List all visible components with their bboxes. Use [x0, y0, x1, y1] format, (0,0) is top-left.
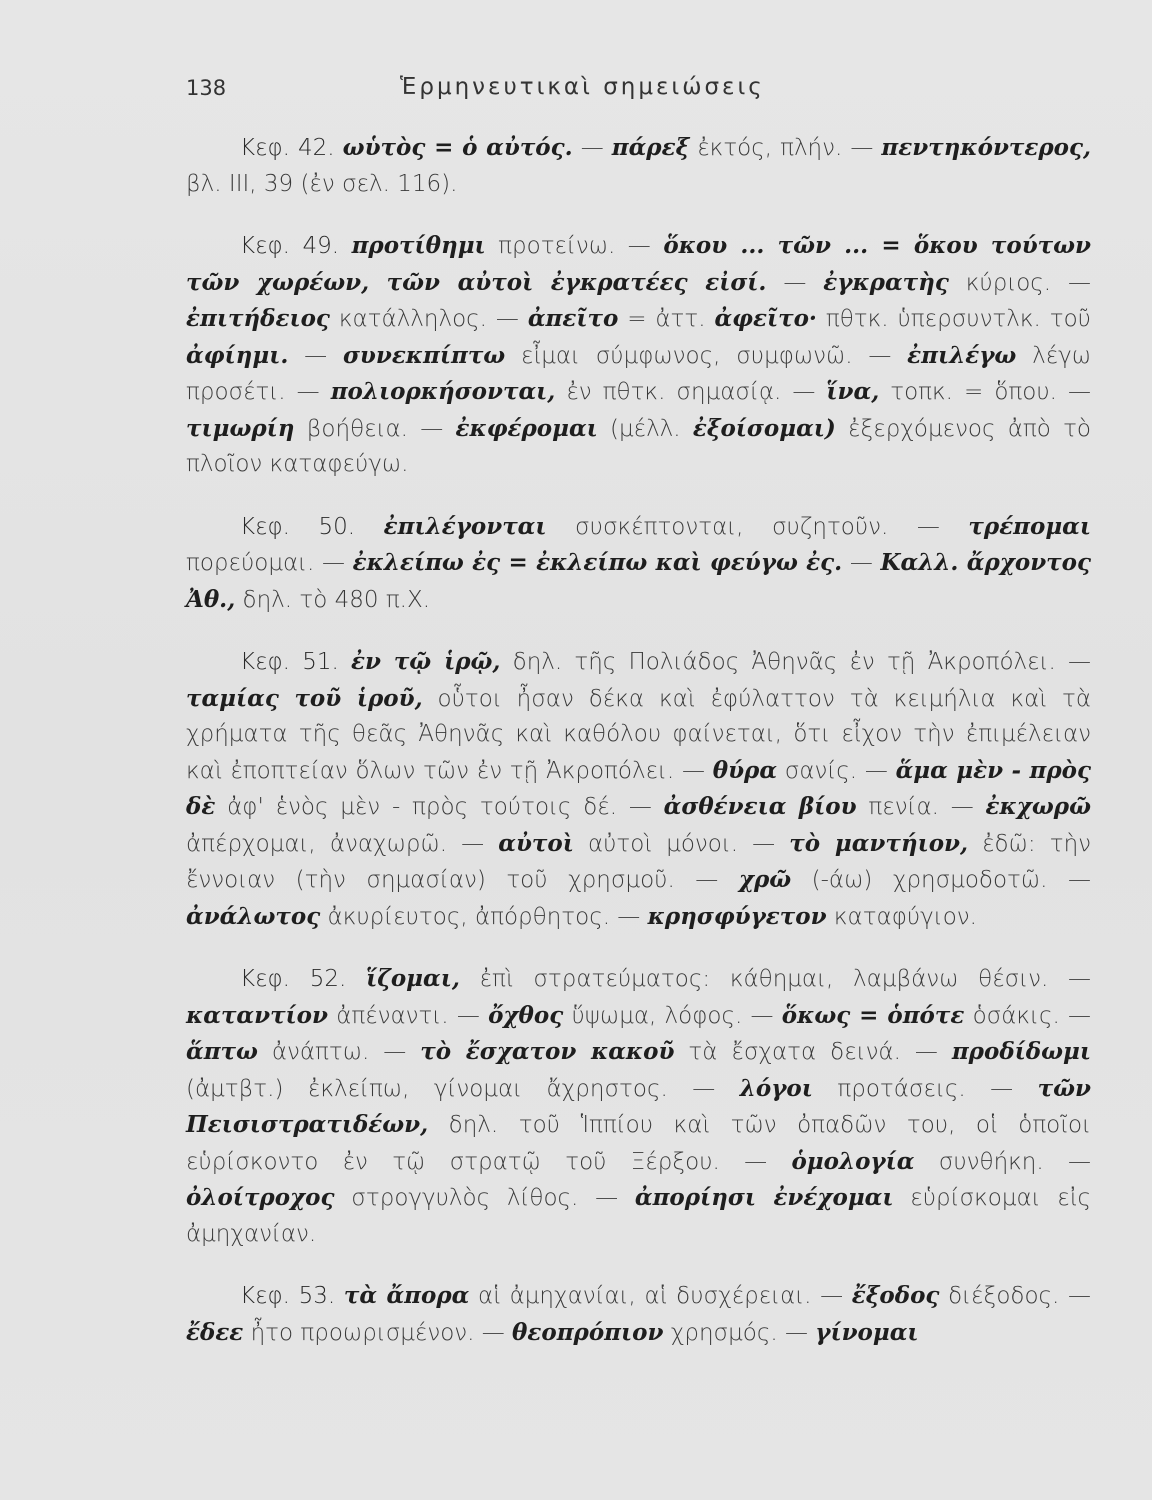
headword: ὄχθος: [488, 1001, 564, 1029]
gloss-text: κατάλληλος. —: [329, 306, 528, 332]
note-entry: [186, 1278, 1091, 1351]
gloss-text: λέγω προσέτι. —: [186, 342, 1092, 405]
headword: ὁμολογία: [791, 1147, 915, 1175]
gloss-text: —: [842, 550, 881, 576]
gloss-text: —: [572, 135, 612, 161]
headword: ἐξοίσομαι): [692, 414, 836, 442]
headword: πεντηκόντερος,: [881, 134, 1092, 161]
note-entry: [186, 509, 1091, 619]
headword: Καλλ. ἄρχοντος Ἀθ.,: [186, 549, 1091, 613]
gloss-text: —: [766, 269, 824, 296]
gloss-text: βοήθεια. —: [294, 415, 456, 442]
running-title: Ἑρμηνευτικαὶ σημειώσεις: [400, 74, 765, 100]
gloss-text: (ἀμτβτ.) ἐκλείπω, γίνομαι ἄχρηστος. —: [186, 1075, 740, 1102]
gloss-text: = ἀττ.: [618, 306, 715, 332]
headword: ἐγκρατὴς: [823, 268, 949, 296]
gloss-text: (-άω) χρησμοδοτῶ. —: [791, 867, 1091, 893]
gloss-text: πορεύομαι. —: [186, 550, 353, 576]
page-header: [186, 72, 986, 112]
gloss-text: συνθήκη. —: [914, 1148, 1091, 1175]
headword: προτίθημι: [351, 232, 486, 259]
headword: ἀπορίησι ἐνέχομαι: [634, 1184, 894, 1211]
headword: ἀπεῖτο: [527, 305, 619, 332]
headword: κρησφύγετον: [647, 902, 827, 930]
gloss-text: δηλ. τοῦ Ἱππίου καὶ τῶν ὀπαδῶν του, οἱ ὁποῖοι εὑρίσκοντο ἐν τῷ στρατῷ τοῦ Ξέρξου. —: [186, 1112, 1091, 1175]
gloss-text: βλ. III, 39 (ἐν σελ. 116).: [186, 170, 458, 197]
gloss-text: ὁσάκις. —: [964, 1002, 1091, 1029]
headword: πολιορκήσονται,: [330, 378, 556, 405]
chapter-label: Κεφ. 49.: [240, 233, 340, 259]
headword: ἀφίημι.: [186, 341, 289, 369]
headword: αὐτοὶ: [498, 829, 574, 857]
gloss-text: ἀνάπτω. —: [257, 1039, 421, 1065]
gloss-text: ὕψωμα, λόφος. —: [563, 1002, 782, 1029]
note-entry: [186, 228, 1091, 483]
gloss-text: (μέλλ.: [597, 415, 693, 442]
gloss-text: δηλ. τῆς Πολιάδος Ἀθηνᾶς ἐν τῇ Ἀκροπόλει. —: [500, 649, 1092, 675]
gloss-text: ἐκτός, πλήν. —: [689, 135, 882, 161]
gloss-text: πενία. —: [856, 794, 986, 820]
headword: ἀφεῖτο·: [714, 305, 817, 332]
gloss-text: ἦτο προωρισμένον. —: [243, 1319, 513, 1346]
headword: προδίδωμι: [951, 1038, 1091, 1065]
gloss-text: ἀκυρίευτος, ἀπόρθητος. —: [320, 903, 648, 930]
gloss-text: σανίς. —: [777, 757, 896, 784]
headword: ὅκου ... τῶν ... = ὅκου τούτων τῶν χωρέων, τῶν αὐτοὶ ἐγκρατέες εἰσί.: [186, 232, 1091, 296]
gloss-text: ἐδῶ: τὴν ἔννοιαν (τὴν σημασίαν) τοῦ χρησμοῦ. —: [186, 830, 1091, 893]
headword: τῶν Πεισιστρατιδέων,: [186, 1074, 1092, 1138]
gloss-text: τοπκ. = ὅπου. —: [879, 379, 1091, 405]
gloss-text: κύριος. —: [948, 269, 1091, 296]
chapter-label: Κεφ. 52.: [240, 966, 347, 992]
headword: ἐκφέρομαι: [455, 414, 598, 442]
chapter-label: Κεφ. 50.: [240, 513, 356, 540]
gloss-text: ἐξερχόμενος ἀπὸ τὸ πλοῖον καταφεύγω.: [186, 415, 1091, 477]
gloss-text: δηλ. τὸ 480 π.Χ.: [235, 586, 431, 613]
headword: γίνομαι: [815, 1318, 919, 1346]
gloss-text: χρησμός. —: [663, 1319, 816, 1346]
chapter-label: Κεφ. 42.: [240, 135, 335, 161]
gloss-text: εἶμαι σύμφωνος, συμφωνῶ. —: [505, 342, 908, 369]
gloss-text: εὑρίσκομαι εἰς ἀμηχανίαν.: [186, 1185, 1091, 1247]
chapter-label: Κεφ. 51.: [240, 649, 339, 675]
chapter-label: Κεφ. 53.: [240, 1283, 336, 1309]
gloss-text: ἀφ' ἑνὸς μὲν - πρὸς τούτοις δέ. —: [215, 794, 664, 820]
gloss-text: ἐν πθτκ. σημασίᾳ. —: [555, 379, 827, 405]
headword: θύρα: [712, 756, 778, 784]
headword: ἵνα,: [826, 378, 880, 405]
gloss-text: ἀπέρχομαι, ἀναχωρῶ. —: [186, 830, 499, 857]
headword: τὸ ἔσχατον κακοῦ: [420, 1038, 675, 1065]
gloss-text: στρογγυλὸς λίθος. —: [334, 1185, 635, 1211]
headword: ἅπτω: [186, 1038, 258, 1065]
headword: ωὑτὸς = ὁ αὐτός.: [342, 134, 573, 161]
gloss-text: οὗτοι ἦσαν δέκα καὶ ἐφύλαττον τὰ κειμήλια καὶ τὰ χρήματα τῆς θεᾶς Ἀθηνᾶς καὶ καθόλου φαίνεται, ὅτι εἶχον τὴν ἐπιμέλειαν καὶ ἐποπτείαν ὅλων τῶν ἐν τῇ Ἀκροπόλει. —: [186, 685, 1091, 784]
headword: συνεκπίπτω: [342, 341, 506, 369]
headword: ὅκως = ὁπότε: [781, 1001, 965, 1029]
gloss-text: —: [288, 342, 343, 369]
headword: ἅμα μὲν - πρὸς δὲ: [186, 756, 1091, 820]
headword: ἵζομαι,: [366, 965, 460, 992]
headword: ταμίας τοῦ ἱροῦ,: [186, 684, 423, 712]
headword: ἐπιλέγονται: [383, 512, 547, 540]
page-number: 138: [186, 76, 227, 100]
headword: ἐκλείπω ἐς = ἐκλείπω καὶ φεύγω ἐς.: [352, 549, 843, 576]
gloss-text: ἀπέναντι. —: [327, 1002, 489, 1029]
gloss-text: καταφύγιον.: [826, 903, 977, 930]
headword: ἔξοδος: [851, 1282, 940, 1309]
headword: τιμωρίη: [186, 414, 295, 442]
note-entry: [186, 961, 1091, 1252]
gloss-text: ἐπὶ στρατεύματος: κάθημαι, λαμβάνω θέσιν. —: [459, 966, 1092, 992]
headword: ἐκχωρῶ: [985, 793, 1091, 820]
gloss-text: τὰ ἔσχατα δεινά. —: [674, 1039, 952, 1065]
gloss-text: συσκέπτονται, συζητοῦν. —: [546, 513, 969, 540]
headword: λόγοι: [739, 1074, 813, 1102]
notes-body: [186, 130, 1091, 1377]
headword: ὀλοίτροχος: [186, 1184, 335, 1211]
note-entry: [186, 130, 1091, 202]
headword: καταντίον: [186, 1001, 328, 1029]
headword: πάρεξ: [611, 134, 690, 161]
headword: θεοπρόπιον: [512, 1318, 664, 1346]
note-entry: [186, 644, 1091, 935]
gloss-text: προτάσεις. —: [812, 1075, 1038, 1102]
headword: ἐν τῷ ἱρῷ,: [350, 648, 501, 675]
headword: ἀνάλωτος: [186, 902, 321, 930]
gloss-text: αὐτοὶ μόνοι. —: [573, 830, 790, 857]
gloss-text: διέξοδος. —: [939, 1283, 1092, 1309]
gloss-text: αἱ ἀμηχανίαι, αἱ δυσχέρειαι. —: [469, 1283, 852, 1309]
headword: τρέπομαι: [968, 512, 1092, 540]
headword: ἔδεε: [186, 1318, 244, 1346]
headword: ἐπιτήδειος: [186, 305, 330, 332]
gloss-text: πθτκ. ὑπερσυντλκ. τοῦ: [816, 306, 1091, 332]
headword: ἐπιλέγω: [907, 341, 1017, 369]
gloss-text: προτείνω. —: [485, 233, 664, 259]
headword: χρῶ: [738, 866, 792, 893]
headword: τὰ ἄπορα: [343, 1282, 470, 1309]
headword: τὸ μαντήιον,: [789, 829, 969, 857]
headword: ἀσθένεια βίου: [663, 793, 857, 820]
